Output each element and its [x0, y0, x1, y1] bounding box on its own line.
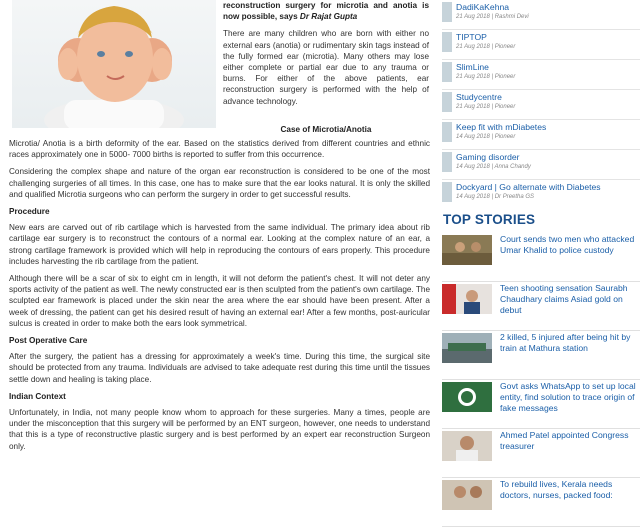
section-heading-post-operative: Post Operative Care	[9, 336, 88, 346]
top-story-thumbnail[interactable]	[442, 480, 492, 510]
sidebar-thumbnail[interactable]	[442, 182, 452, 202]
article-paragraph: Unfortunately, in India, not many people know whom to approach for these surgeries. Many a times, people are under the misconception that this surgery will be performed by an ENT surgeon, however, one needs to understand that this is a type of reconstructive plastic surgery and is best performed by an expert ear reconstruction Surgeon only.	[9, 408, 430, 451]
sidebar-item-title[interactable]: Dockyard | Go alternate with Diabetes	[456, 182, 601, 192]
child-covering-ears-illustration	[12, 0, 216, 128]
article-paragraph: Microtia/ Anotia is a birth deformity of the ear. Based on the statistics derived from different countries and ethnic races approximately one in 5000- 7000 births is reported to suffer from this occurrence.	[9, 139, 430, 160]
article-paragraph: After the surgery, the patient has a dressing for approximately a week's time. During this time, the surgical site should be protected from any trauma. Individuals are advised to take adequate rest during this time until the tissues settle down and healing is taking place.	[9, 352, 430, 384]
author-name: Dr Rajat Gupta	[299, 12, 358, 22]
top-story-title[interactable]: Teen shooting sensation Saurabh Chaudhary claims Asiad gold on debut	[500, 283, 628, 316]
top-story-thumbnail[interactable]	[442, 382, 492, 412]
top-story-item[interactable]	[442, 233, 640, 282]
top-stories-heading: TOP STORIES	[443, 212, 536, 227]
top-story-title[interactable]: Court sends two men who attacked Umar Khalid to police custody	[500, 234, 635, 256]
article-lead: reconstruction surgery for microtia and anotia is now possible, says Dr Rajat Gupta	[223, 1, 429, 22]
sidebar-thumbnail[interactable]	[442, 32, 452, 52]
top-story-item[interactable]	[442, 331, 640, 380]
sidebar-thumbnail[interactable]	[442, 92, 452, 112]
top-story-item[interactable]	[442, 478, 640, 527]
sidebar-item-title[interactable]: DadiKaKehna	[456, 2, 510, 12]
article-intro	[223, 0, 429, 107]
sidebar-item-meta: 21 Aug 2018 | Rashmi Devi	[456, 14, 529, 20]
sidebar	[434, 0, 640, 501]
sidebar-item-meta: 14 Aug 2018 | Pioneer	[456, 134, 516, 140]
sidebar-column-list	[442, 0, 640, 209]
sidebar-item[interactable]	[442, 59, 640, 89]
article-paragraph: Considering the complex shape and nature of the organ ear reconstruction is considered to be one of the most challenging surgeries of all times. In this case, one has to make sure that the ear looks natural. It is only the skilled and qualified Microtia surgeons who can perform the surgery in order to get successful results.	[9, 167, 430, 199]
top-story-title[interactable]: To rebuild lives, Kerala needs doctors, nurses, packed food:	[500, 479, 613, 501]
section-heading-procedure: Procedure	[9, 207, 50, 217]
top-story-title[interactable]: Govt asks WhatsApp to set up local entity, find solution to trace origin of fake messages	[500, 381, 636, 414]
sidebar-item-title[interactable]: TIPTOP	[456, 32, 487, 42]
sidebar-item-title[interactable]: Gaming disorder	[456, 152, 520, 162]
sidebar-thumbnail[interactable]	[442, 62, 452, 82]
top-story-thumbnail[interactable]	[442, 431, 492, 461]
top-story-thumbnail[interactable]	[442, 333, 492, 363]
sidebar-item-meta: 14 Aug 2018 | Dr Preetha GS	[456, 194, 535, 200]
sidebar-item[interactable]	[442, 89, 640, 119]
article-paragraph: Although there will be a scar of six to eight cm in length, it will not deform the patient's chest. It will not deter any sports activity of the patient as well. The newly constructed ear is then sculpted from the patient's own cartilage. The sculpted ear framework is placed under the skin near the area where the ear should have been present. After a week of dressing, the patient can get his desired result of having an external ear! After a few months, post-auricular sulcus is created in order to make both the ears look symmetrical.	[9, 274, 430, 328]
section-heading-indian-context: Indian Context	[9, 391, 66, 401]
sidebar-item[interactable]	[442, 29, 640, 59]
top-story-thumbnail[interactable]	[442, 284, 492, 314]
section-heading-microtia: Case of Microtia/Anotia	[280, 125, 372, 134]
sidebar-thumbnail[interactable]	[442, 152, 452, 172]
sidebar-item-meta: 21 Aug 2018 | Pioneer	[456, 74, 516, 80]
top-stories-list	[442, 233, 640, 527]
top-story-item[interactable]	[442, 429, 640, 478]
sidebar-item-meta: 21 Aug 2018 | Pioneer	[456, 104, 516, 110]
top-story-thumbnail[interactable]	[442, 235, 492, 265]
sidebar-thumbnail[interactable]	[442, 122, 452, 142]
sidebar-item-meta: 21 Aug 2018 | Pioneer	[456, 44, 516, 50]
sidebar-item-title[interactable]: Studycentre	[456, 92, 502, 102]
sidebar-item[interactable]	[442, 149, 640, 179]
sidebar-item-title[interactable]: Keep fit with mDiabetes	[456, 122, 547, 132]
sidebar-item[interactable]	[442, 0, 640, 29]
sidebar-item[interactable]	[442, 179, 640, 209]
top-story-title[interactable]: 2 killed, 5 injured after being hit by train at Mathura station	[500, 332, 631, 354]
article-hero-image	[12, 0, 216, 128]
sidebar-thumbnail[interactable]	[442, 2, 452, 22]
sidebar-item-title[interactable]: SlimLine	[456, 62, 489, 72]
article-body	[9, 138, 430, 458]
article-paragraph: New ears are carved out of rib cartilage which is harvested from the same individual. The primary idea about rib cartilage ear surgery is to reconstruct the contours of a normal ear. Looking at the complex nature of an ear, a strong cartilage framework is provided which will help in reproducing the contours of ears properly. This procedure includes harvesting the rib cartilage from the patient.	[9, 223, 430, 266]
top-story-item[interactable]	[442, 380, 640, 429]
sidebar-item[interactable]	[442, 119, 640, 149]
article-intro-paragraph: There are many children who are born with either no external ears (anotia) or rudimentary skin tags instead of the fully formed ear (microtia). Many others may lose either complete or partial ear due to any trauma or burns. For either of the above patients, ear reconstruction surgery is performed with the help of advance technology.	[223, 29, 429, 106]
top-story-item[interactable]	[442, 282, 640, 331]
sidebar-item-meta: 14 Aug 2018 | Anna Chandy	[456, 164, 531, 170]
top-story-title[interactable]: Ahmed Patel appointed Congress treasurer	[500, 430, 629, 452]
